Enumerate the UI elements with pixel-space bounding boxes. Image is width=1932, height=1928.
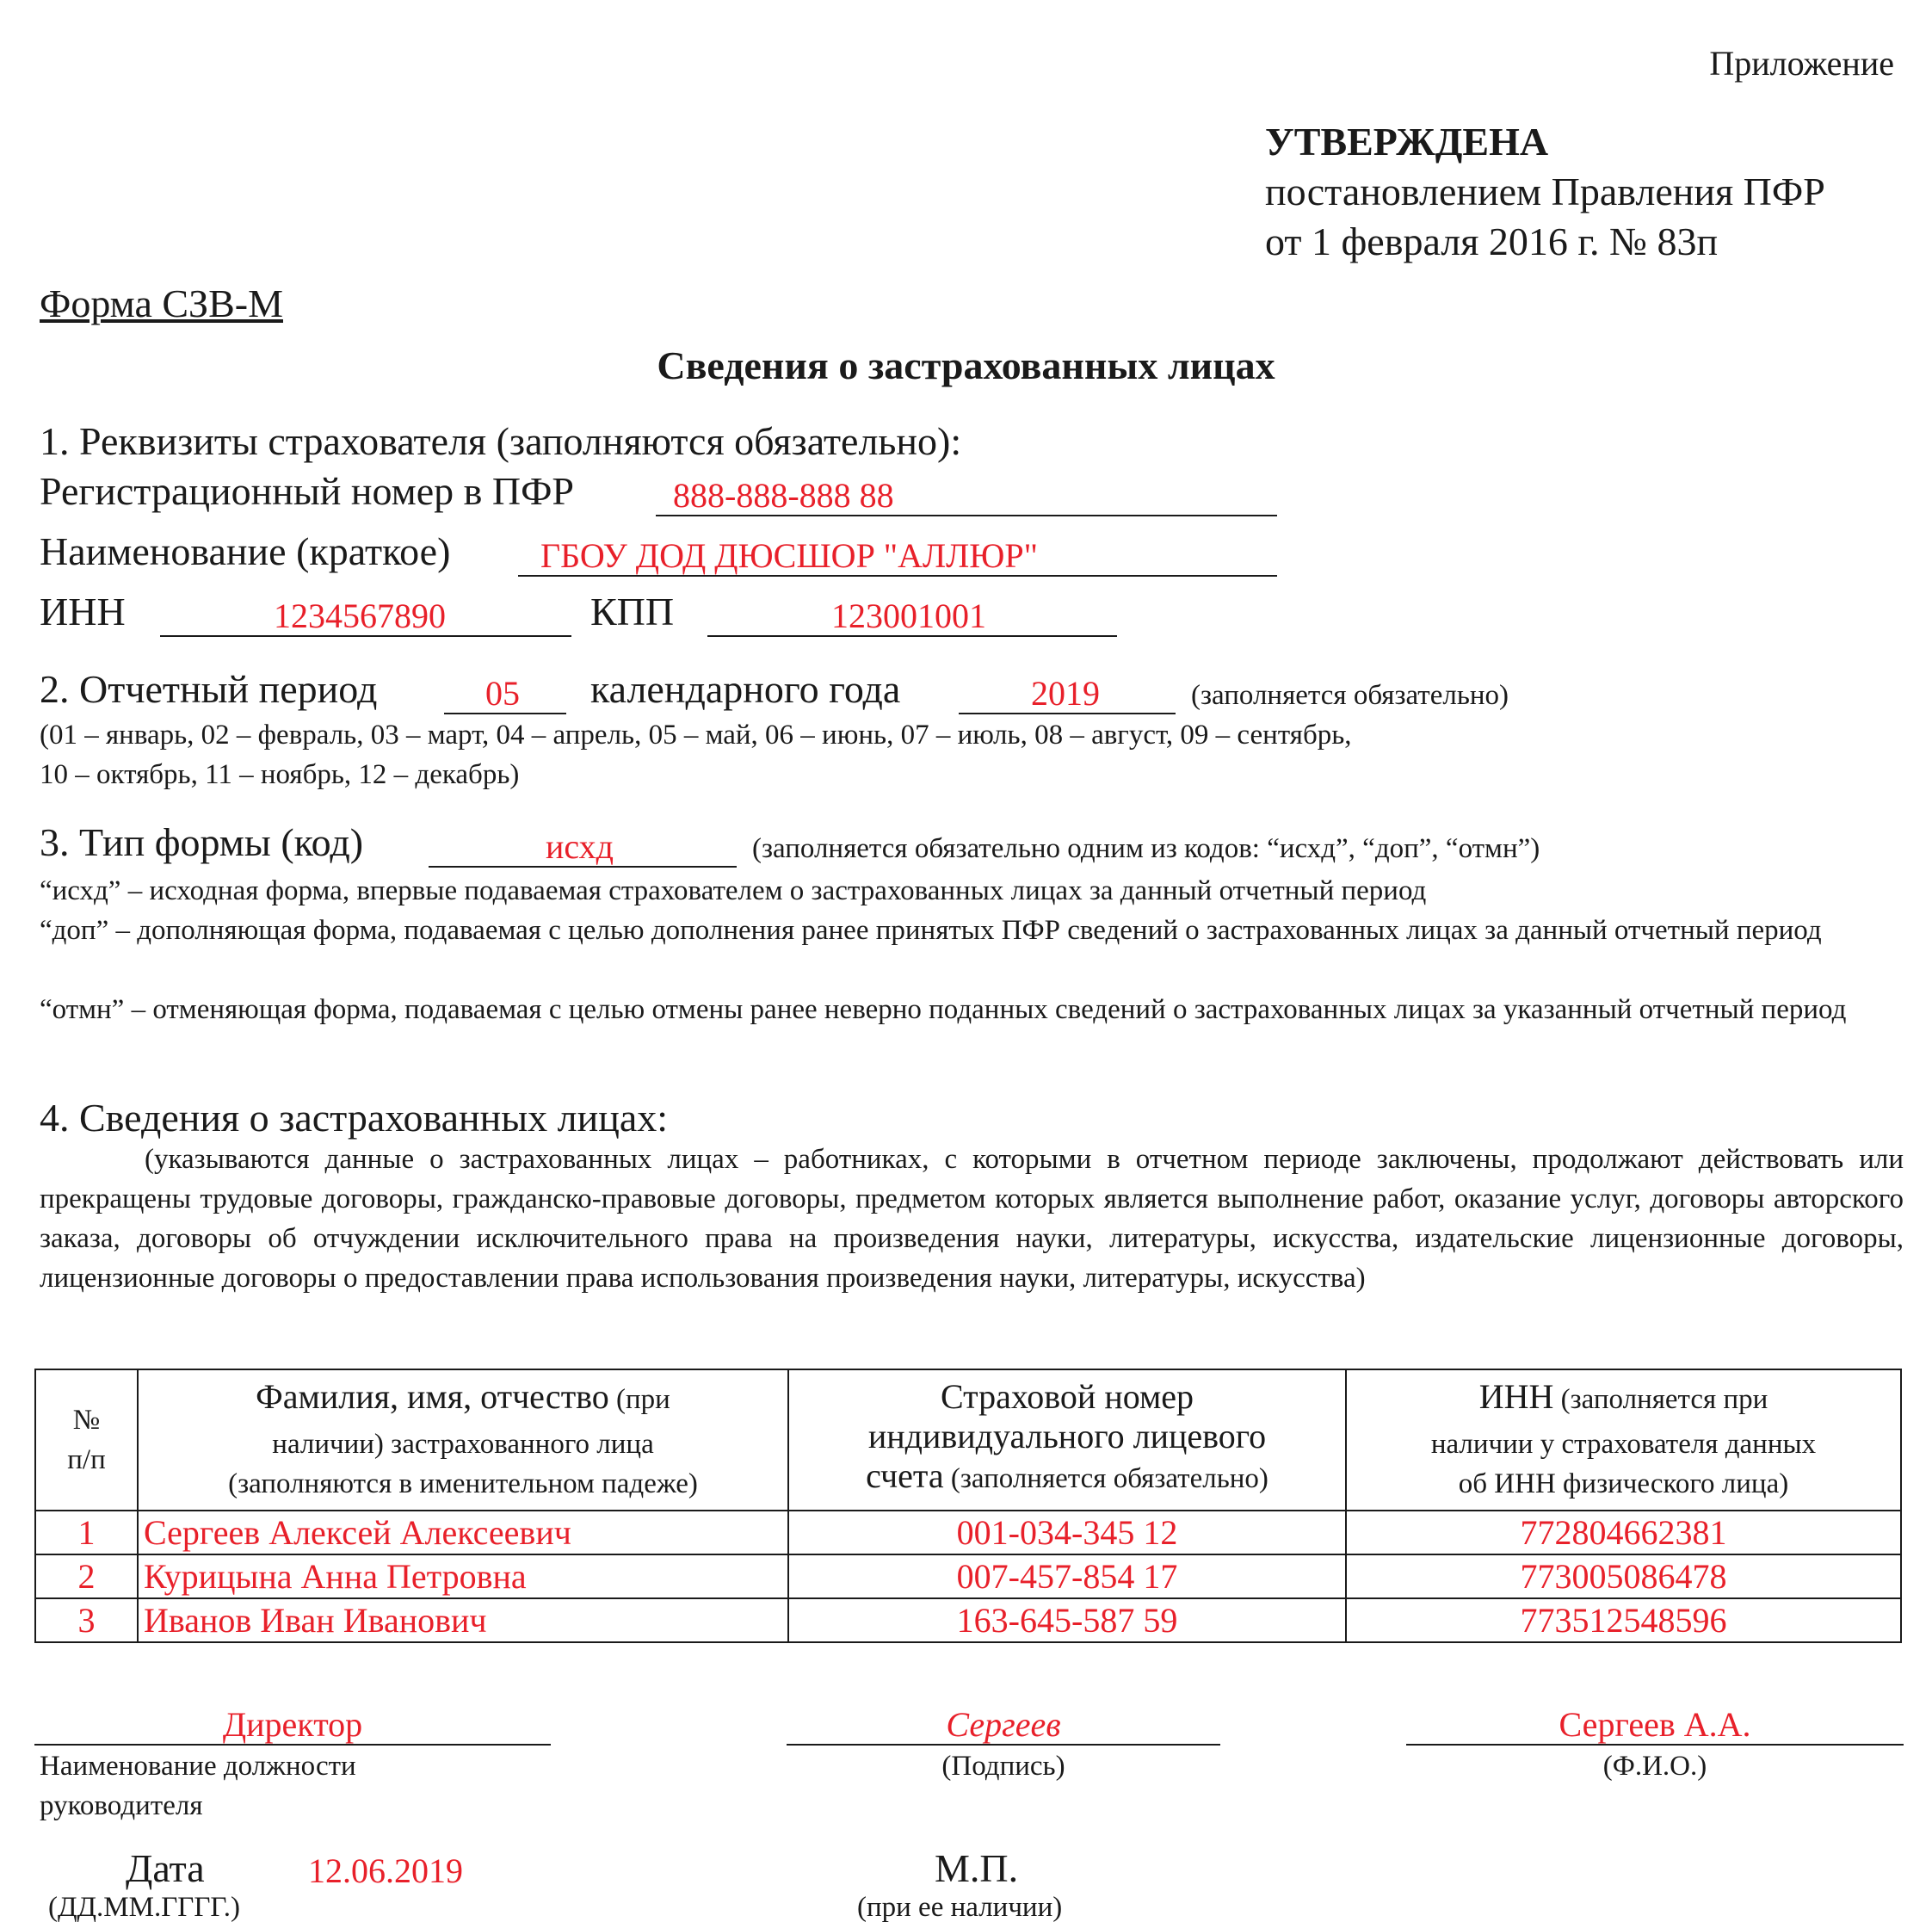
short-name-label: Наименование (краткое) bbox=[40, 529, 451, 573]
row-snils[interactable]: 163-645-587 59 bbox=[788, 1598, 1346, 1642]
kpp-label: КПП bbox=[590, 590, 675, 633]
stamp-label: М.П. bbox=[935, 1846, 1019, 1890]
position-label-line1: Наименование должности bbox=[40, 1751, 356, 1782]
header-inn bbox=[1346, 1369, 1901, 1511]
table-row[interactable] bbox=[35, 1598, 1901, 1642]
position-label-line2: руководителя bbox=[40, 1790, 203, 1821]
date-value[interactable]: 12.06.2019 bbox=[308, 1851, 463, 1890]
form-type-desc-supplementary: “доп” – дополняющая форма, подаваемая с целью дополнения ранее принятых ПФР сведений о застрахованных лицах за данный отчетный период bbox=[40, 915, 1822, 946]
row-number: 1 bbox=[35, 1511, 138, 1554]
form-type-desc-cancelling: “отмн” – отменяющая форма, подаваемая с целью отмены ранее неверно поданных сведений о застрахованных лицах за указанный отчетный период bbox=[40, 994, 1847, 1025]
appendix-label: Приложение bbox=[1709, 44, 1894, 83]
header-number-l2: п/п bbox=[67, 1444, 106, 1475]
date-label: Дата bbox=[126, 1846, 205, 1890]
director-fio-underline bbox=[1406, 1744, 1904, 1746]
row-number: 3 bbox=[35, 1598, 138, 1642]
stamp-note: (при ее наличии) bbox=[857, 1892, 1063, 1923]
inn-label: ИНН bbox=[40, 590, 126, 633]
header-fio bbox=[138, 1369, 788, 1511]
form-type-value[interactable]: исхд bbox=[546, 827, 614, 866]
row-inn[interactable]: 773512548596 bbox=[1346, 1598, 1901, 1642]
header-snils-rest: (заполняется обязательно) bbox=[943, 1462, 1268, 1494]
header-snils-line3: счета bbox=[866, 1455, 944, 1495]
director-fio-value[interactable]: Сергеев А.А. bbox=[1559, 1705, 1751, 1744]
header-inn-main: ИНН bbox=[1478, 1376, 1554, 1416]
table-header-row bbox=[35, 1369, 1901, 1511]
header-number-l1: № bbox=[72, 1405, 101, 1436]
section4-note: (указываются данные о застрахованных лицах – работниках, с которыми в отчетном периоде заключены, продолжают действовать или прекращены трудовые договоры, гражданско-правовые договоры, предметом которых является выполнение работ, оказание услуг, договоры авторского заказа, договоры об отчуждении исключительного права на произведения науки, литературы, искусства, издательские лицензионные договоры, лицензионные договоры о предоставлении права использования произведения науки, литературы, искусства) bbox=[40, 1144, 1904, 1294]
row-snils[interactable]: 007-457-854 17 bbox=[788, 1554, 1346, 1598]
insured-persons-table bbox=[34, 1369, 1902, 1643]
inn-value[interactable]: 1234567890 bbox=[274, 596, 446, 635]
table-row[interactable] bbox=[35, 1511, 1901, 1554]
header-inn-line3: об ИНН физического лица) bbox=[1458, 1468, 1789, 1499]
header-number bbox=[35, 1369, 138, 1511]
header-inn-line2: наличии у страхователя данных bbox=[1430, 1428, 1817, 1460]
row-number: 2 bbox=[35, 1554, 138, 1598]
row-fio[interactable]: Иванов Иван Иванович bbox=[138, 1598, 788, 1642]
approved-line1: постановлением Правления ПФР bbox=[1265, 170, 1825, 213]
position-underline bbox=[34, 1744, 551, 1746]
approved-line2: от 1 февраля 2016 г. № 83п bbox=[1265, 219, 1719, 263]
months-legend-line1: (01 – январь, 02 – февраль, 03 – март, 04 – апрель, 05 – май, 06 – июнь, 07 – июль, 08 – август, 09 – сентябрь, bbox=[40, 720, 1352, 751]
document-title: Сведения о застрахованных лицах bbox=[657, 343, 1275, 387]
section1-heading: 1. Реквизиты страхователя (заполняются обязательно): bbox=[40, 419, 962, 463]
table-row[interactable] bbox=[35, 1554, 1901, 1598]
months-legend-line2: 10 – октябрь, 11 – ноябрь, 12 – декабрь) bbox=[40, 759, 520, 790]
header-snils-line1: Страховой номер bbox=[940, 1376, 1194, 1416]
form-type-desc-initial: “исхд” – исходная форма, впервые подаваемая страхователем о застрахованных лицах за данный отчетный период bbox=[40, 875, 1427, 906]
header-fio-rest: (при bbox=[608, 1383, 670, 1415]
header-fio-line3: (заполняются в именительном падеже) bbox=[228, 1468, 698, 1499]
short-name-value[interactable]: ГБОУ ДОД ДЮСШОР "АЛЛЮР" bbox=[540, 536, 1038, 575]
reg-number-value[interactable]: 888-888-888 88 bbox=[673, 476, 894, 515]
row-fio[interactable]: Сергеев Алексей Алексеевич bbox=[138, 1511, 788, 1554]
row-snils[interactable]: 001-034-345 12 bbox=[788, 1511, 1346, 1554]
year-value[interactable]: 2019 bbox=[1031, 674, 1100, 713]
header-snils bbox=[788, 1369, 1346, 1511]
form-type-label: 3. Тип формы (код) bbox=[40, 820, 364, 864]
header-fio-line2: наличии) застрахованного лица bbox=[272, 1428, 654, 1460]
approved-heading: УТВЕРЖДЕНА bbox=[1265, 120, 1549, 164]
row-inn[interactable]: 772804662381 bbox=[1346, 1511, 1901, 1554]
calendar-year-label: календарного года bbox=[590, 667, 901, 711]
signature-label: (Подпись) bbox=[941, 1751, 1065, 1782]
kpp-value[interactable]: 123001001 bbox=[831, 596, 986, 635]
header-inn-rest: (заполняется при bbox=[1553, 1383, 1768, 1415]
form-type-note: (заполняется обязательно одним из кодов: “исхд”, “доп”, “отмн”) bbox=[752, 833, 1540, 864]
header-snils-line2: индивидуального лицевого bbox=[867, 1416, 1267, 1455]
period-value[interactable]: 05 bbox=[485, 674, 520, 713]
date-format-hint: (ДД.ММ.ГГГГ.) bbox=[48, 1892, 241, 1923]
header-fio-main: Фамилия, имя, отчество bbox=[256, 1376, 609, 1416]
reg-number-label: Регистрационный номер в ПФР bbox=[40, 469, 574, 513]
signature-value[interactable]: Сергеев bbox=[946, 1705, 1061, 1744]
reporting-period-label: 2. Отчетный период bbox=[40, 667, 378, 711]
row-inn[interactable]: 773005086478 bbox=[1346, 1554, 1901, 1598]
row-fio[interactable]: Курицына Анна Петровна bbox=[138, 1554, 788, 1598]
form-name: Форма СЗВ-М bbox=[40, 281, 283, 325]
signature-underline bbox=[787, 1744, 1220, 1746]
period-required-note: (заполняется обязательно) bbox=[1191, 680, 1509, 711]
section4-heading: 4. Сведения о застрахованных лицах: bbox=[40, 1096, 669, 1140]
director-fio-label: (Ф.И.О.) bbox=[1602, 1751, 1707, 1782]
position-value[interactable]: Директор bbox=[222, 1705, 363, 1744]
